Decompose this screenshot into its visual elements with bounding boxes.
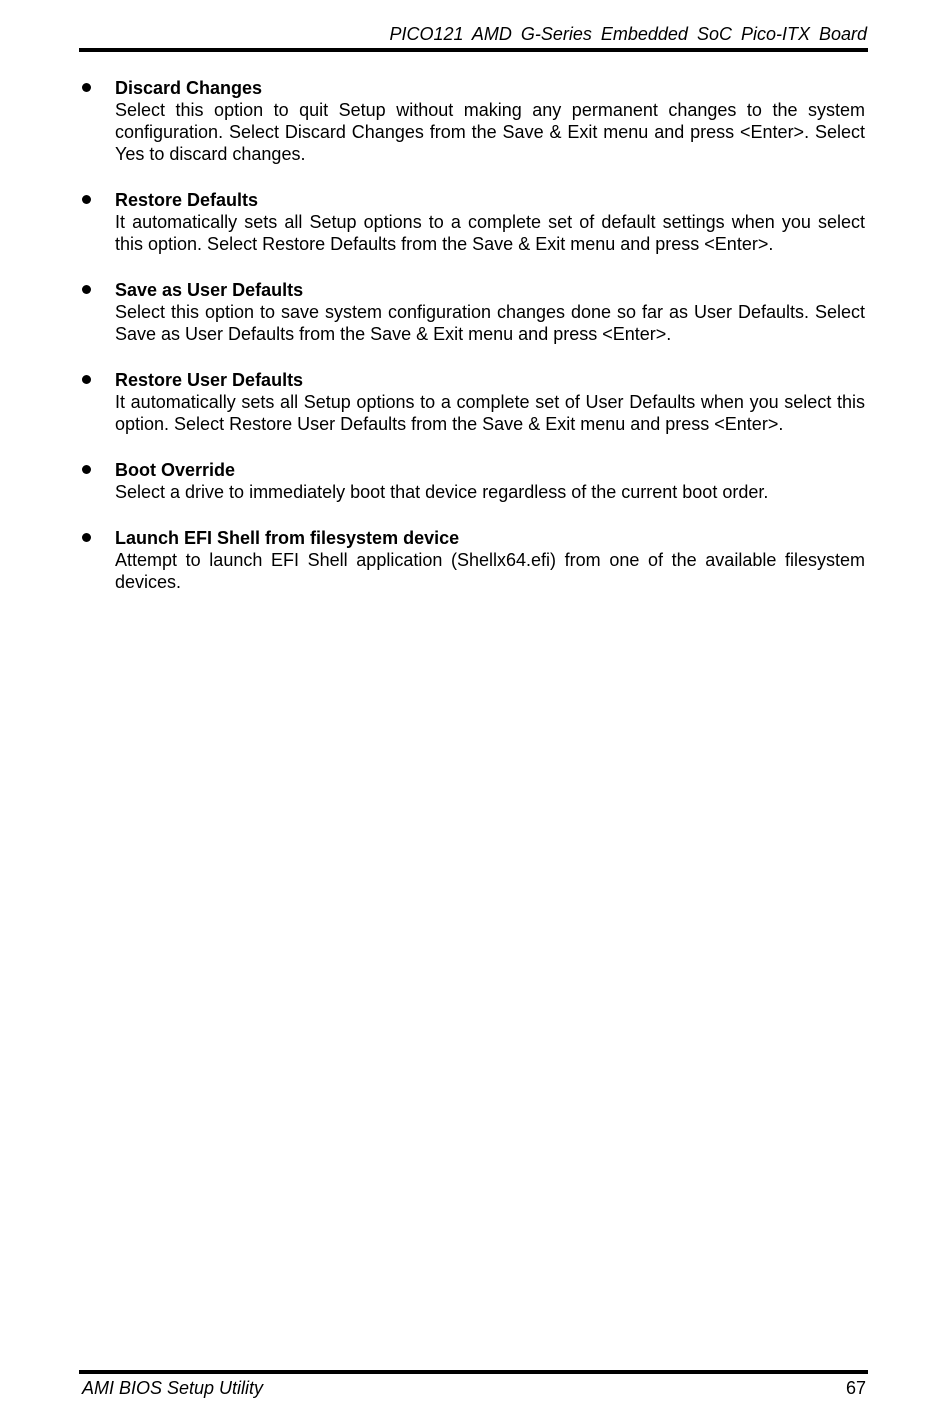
footer-section-title: AMI BIOS Setup Utility xyxy=(82,1378,264,1398)
item-title: Boot Override xyxy=(115,460,236,480)
bullet-icon xyxy=(82,285,91,294)
item-title: Discard Changes xyxy=(115,78,263,98)
list-item-restore-defaults xyxy=(79,189,866,255)
list-item-boot-override xyxy=(79,459,866,503)
bullet-icon xyxy=(82,375,91,384)
item-description: Select this option to save system configuration changes done so far as User Defaults. Select Save as User Defaults from the Save & Exit menu and press <Enter>. xyxy=(115,302,865,344)
item-description: Select a drive to immediately boot that device regardless of the current boot order. xyxy=(115,482,769,502)
item-description: It automatically sets all Setup options to a complete set of User Defaults when you select this option. Select Restore User Defaults from the Save & Exit menu and press <Enter>. xyxy=(115,392,865,434)
footer-rule xyxy=(79,1370,868,1374)
item-description: Attempt to launch EFI Shell application (Shellx64.efi) from one of the available filesystem devices. xyxy=(115,550,865,592)
item-title: Restore User Defaults xyxy=(115,370,304,390)
list-item-launch-efi-shell xyxy=(79,527,866,593)
bullet-icon xyxy=(82,83,91,92)
item-description: Select this option to quit Setup without making any permanent changes to the system configuration. Select Discard Changes from the Save & Exit menu and press <Enter>. Select Yes to discard changes. xyxy=(115,100,865,164)
bullet-icon xyxy=(82,465,91,474)
item-title: Save as User Defaults xyxy=(115,280,304,300)
list-item-discard-changes xyxy=(79,77,866,165)
page-number: 67 xyxy=(845,1378,866,1398)
list-item-save-as-user-defaults xyxy=(79,279,866,345)
bullet-icon xyxy=(82,195,91,204)
header-rule xyxy=(79,48,868,52)
item-title: Restore Defaults xyxy=(115,190,259,210)
bullet-list xyxy=(79,77,866,617)
item-description: It automatically sets all Setup options to a complete set of default settings when you select this option. Select Restore Defaults from the Save & Exit menu and press <Enter>. xyxy=(115,212,865,254)
bullet-icon xyxy=(82,533,91,542)
list-item-restore-user-defaults xyxy=(79,369,866,435)
item-title: Launch EFI Shell from filesystem device xyxy=(115,528,460,548)
running-header: PICO121 AMD G-Series Embedded SoC Pico-ITX Board xyxy=(389,24,867,44)
